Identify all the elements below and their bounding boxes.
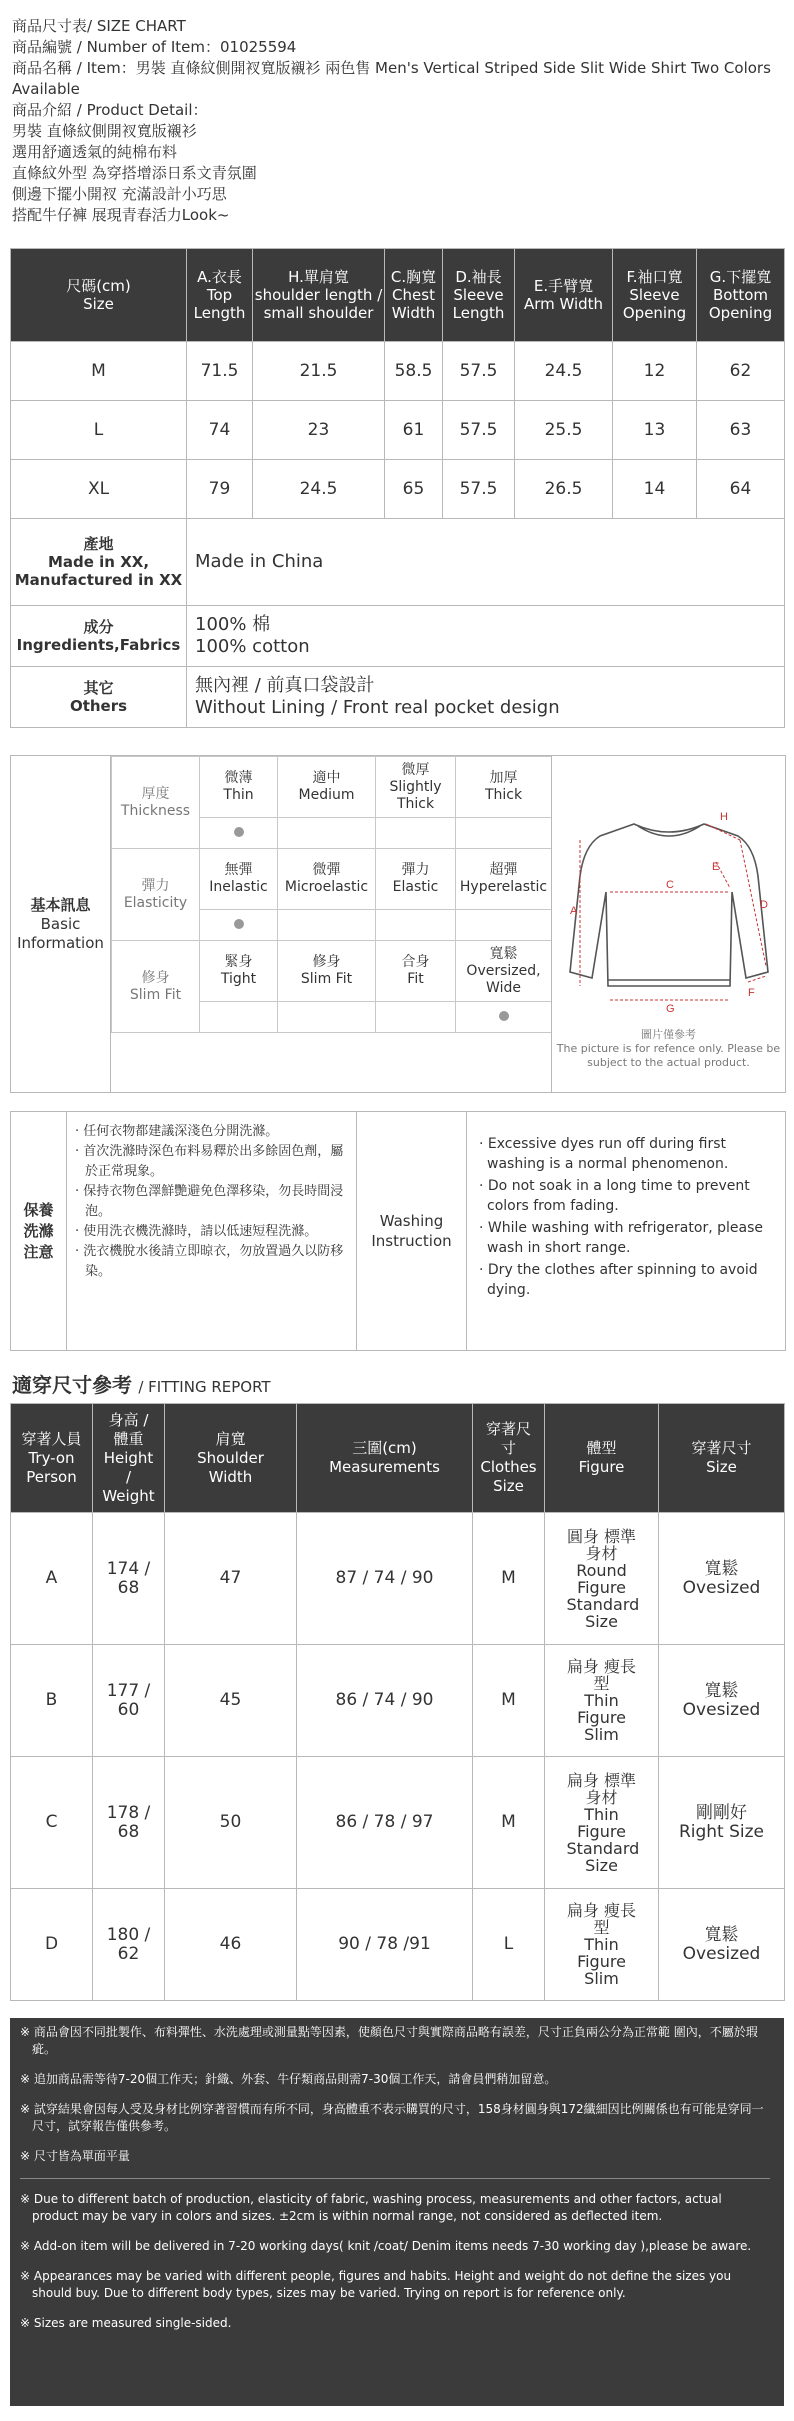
cell: 79: [187, 460, 253, 519]
indicator-cell: [376, 1002, 456, 1033]
cell: 14: [613, 460, 697, 519]
origin-row: [11, 519, 785, 606]
header-line: 搭配牛仔褲 展現青春活力Look~: [12, 206, 230, 224]
person: C: [11, 1757, 93, 1889]
list-item: · 使用洗衣機洗滌時，請以低速短程洗滌。: [75, 1224, 318, 1239]
indicator-cell: [200, 1002, 278, 1033]
cell: 57.5: [443, 401, 515, 460]
person: A: [11, 1513, 93, 1645]
fabric-label: 成分 Ingredients,Fabrics: [11, 606, 187, 667]
thickness-label: 厚度 Thickness: [112, 757, 200, 849]
option-inelastic: 無彈 Inelastic: [200, 849, 278, 910]
thickness-options-row: [112, 757, 552, 818]
table-row: [11, 460, 785, 519]
height-weight: 177 / 60: [93, 1645, 165, 1757]
basic-info-title: 基本訊息 Basic Information: [11, 756, 111, 1092]
header-line: 商品編號 / Number of Item：01025594: [12, 38, 297, 56]
clothes-size: L: [473, 1889, 545, 2001]
measurements: 87 / 74 / 90: [297, 1513, 473, 1645]
cell: 62: [697, 342, 785, 401]
option-fit: 合身 Fit: [376, 941, 456, 1002]
header-cell: 穿著尺寸 Clothes Size: [473, 1404, 545, 1513]
figure: 扁身 瘦長型 Thin Figure Slim: [545, 1889, 659, 2001]
clothes-size: M: [473, 1645, 545, 1757]
header-line: 商品介紹 / Product Detail：: [12, 101, 208, 119]
elasticity-options-row: [112, 849, 552, 910]
table-row: [11, 1757, 785, 1889]
cell: 57.5: [443, 342, 515, 401]
list-item: · While washing with refrigerator, please wash in short range.: [479, 1220, 763, 1256]
diagram-label: F: [748, 987, 755, 999]
diagram-label: G: [666, 1003, 675, 1015]
diagram-note: 圖片僅參考 The picture is for refence only. Please be subject to the actual product.: [556, 1028, 781, 1069]
header-cell: F.袖口寬 Sleeve Opening: [613, 249, 697, 342]
header-cell: C.胸寬 Chest Width: [385, 249, 443, 342]
diagram-label: E: [712, 861, 720, 873]
figure: 扁身 瘦長型 Thin Figure Slim: [545, 1645, 659, 1757]
notes-panel: [10, 2018, 784, 2406]
indicator-cell: [456, 818, 552, 849]
header-cell: 尺碼(cm) Size: [11, 249, 187, 342]
cell: 63: [697, 401, 785, 460]
wear-size: 寬鬆 Ovesized: [659, 1889, 785, 2001]
header-line: 商品尺寸表/ SIZE CHART: [12, 17, 186, 35]
fabric-row: [11, 606, 785, 667]
header-line: 選用舒適透氣的純棉布料: [12, 143, 178, 161]
list-item: · Do not soak in a long time to prevent colors from fading.: [479, 1178, 750, 1214]
others-row: [11, 667, 785, 728]
origin-value: Made in China: [187, 519, 785, 606]
option-hyperelastic: 超彈 Hyperelastic: [456, 849, 552, 910]
size-chart-header-row: [11, 249, 785, 342]
sweater-outline-icon: [562, 796, 776, 1016]
cell: 23: [253, 401, 385, 460]
header-cell: A.衣長 Top Length: [187, 249, 253, 342]
note-zh: ※ 追加商品需等待7-20個工作天；針織、外套、牛仔類商品則需7-30個工作天，請會員們稍加留意。: [20, 2072, 557, 2086]
note-zh: ※ 試穿結果會因每人受及身材比例穿著習慣而有所不同，身高體重不表示購買的尺寸，158身材圓身與172纖細因比例關係也有可能是穿同一尺寸，試穿報告僅供參考。: [20, 2102, 764, 2133]
indicator-cell: [200, 910, 278, 941]
indicator-cell: [456, 1002, 552, 1033]
product-header: [12, 16, 776, 226]
fit-options-row: [112, 941, 552, 1002]
wear-size: 剛剛好 Right Size: [659, 1757, 785, 1889]
header-line: 男裝 直條紋側開衩寬版襯衫: [12, 122, 197, 140]
header-cell: 穿著尺寸 Size: [659, 1404, 785, 1513]
indicator-cell: [278, 1002, 376, 1033]
note-en: ※ Sizes are measured single-sided.: [20, 2316, 232, 2330]
note-en: ※ Add-on item will be delivered in 7-20 working days( knit /coat/ Denim items needs 7-30 working day ),please be aware.: [20, 2239, 752, 2253]
header-cell: 穿著人員 Try-on Person: [11, 1404, 93, 1513]
shoulder: 46: [165, 1889, 297, 2001]
cell: 74: [187, 401, 253, 460]
table-row: [11, 342, 785, 401]
fitting-report-table: [10, 1403, 785, 2001]
attribute-grid: [111, 756, 551, 1092]
cell: 71.5: [187, 342, 253, 401]
cell: 13: [613, 401, 697, 460]
shoulder: 50: [165, 1757, 297, 1889]
header-line: 側邊下擺小開衩 充滿設計小巧思: [12, 185, 227, 203]
option-slim-fit: 修身 Slim Fit: [278, 941, 376, 1002]
indicator-cell: [456, 910, 552, 941]
indicator-cell: [200, 818, 278, 849]
washing-title-en: Washing Instruction: [357, 1112, 467, 1350]
measurements: 86 / 78 / 97: [297, 1757, 473, 1889]
list-item: · 保持衣物色澤鮮艷避免色澤移染，勿長時間浸泡。: [75, 1184, 344, 1219]
option-microelastic: 微彈 Microelastic: [278, 849, 376, 910]
washing-list-zh: [67, 1112, 357, 1350]
cell: 12: [613, 342, 697, 401]
table-row: [11, 1513, 785, 1645]
list-item: · Excessive dyes run off during first washing is a normal phenomenon.: [479, 1136, 729, 1172]
diagram-label: D: [760, 899, 768, 911]
washing-title-zh: 保養洗滌注意: [11, 1112, 67, 1350]
height-weight: 180 / 62: [93, 1889, 165, 2001]
wear-size: 寬鬆 Ovesized: [659, 1645, 785, 1757]
garment-diagram: [551, 756, 785, 1092]
person: D: [11, 1889, 93, 2001]
origin-label: 產地 Made in XX, Manufactured in XX: [11, 519, 187, 606]
clothes-size: M: [473, 1757, 545, 1889]
diagram-label: A: [570, 905, 578, 917]
note-zh: ※ 商品會因不同批製作、布料彈性、水洗處理或測量點等因素，使顏色尺寸與實際商品略有誤差，尺寸正負兩公分為正常範 圍內，不屬於瑕疵。: [20, 2025, 758, 2056]
header-cell: 肩寬 Shoulder Width: [165, 1404, 297, 1513]
list-item: · Dry the clothes after spinning to avoid dying.: [479, 1262, 758, 1298]
option-thin: 微薄 Thin: [200, 757, 278, 818]
note-en: ※ Due to different batch of production, elasticity of fabric, washing process, measurements and other factors, actual product may be vary in colors and sizes. ±2cm is within normal range, not considered as deflected item.: [20, 2192, 722, 2223]
selected-indicator-dot: [234, 827, 244, 837]
header-cell: 身高 / 體重 Height / Weight: [93, 1404, 165, 1513]
header-cell: G.下擺寬 Bottom Opening: [697, 249, 785, 342]
header-line: 直條紋外型 為穿搭增添日系文青氛圍: [12, 164, 257, 182]
note-zh: ※ 尺寸皆為單面平量: [20, 2149, 130, 2163]
cell: 64: [697, 460, 785, 519]
fit-label: 修身 Slim Fit: [112, 941, 200, 1033]
height-weight: 174 / 68: [93, 1513, 165, 1645]
fabric-value: 100% 棉 100% cotton: [187, 606, 785, 667]
size-label: L: [11, 401, 187, 460]
list-item: · 洗衣機脫水後請立即晾衣，勿放置過久以防移染。: [75, 1244, 344, 1279]
cell: 26.5: [515, 460, 613, 519]
option-slightly-thick: 微厚 Slightly Thick: [376, 757, 456, 818]
clothes-size: M: [473, 1513, 545, 1645]
size-chart-table: [10, 248, 785, 728]
table-row: [11, 1889, 785, 2001]
measurements: 90 / 78 /91: [297, 1889, 473, 2001]
option-tight: 緊身 Tight: [200, 941, 278, 1002]
cell: 57.5: [443, 460, 515, 519]
others-value: 無內裡 / 前真口袋設計 Without Lining / Front real pocket design: [187, 667, 785, 728]
cell: 21.5: [253, 342, 385, 401]
figure: 扁身 標準身材 Thin Figure Standard Size: [545, 1757, 659, 1889]
wear-size: 寬鬆 Ovesized: [659, 1513, 785, 1645]
others-label: 其它 Others: [11, 667, 187, 728]
indicator-cell: [376, 910, 456, 941]
selected-indicator-dot: [499, 1011, 509, 1021]
size-label: M: [11, 342, 187, 401]
elasticity-label: 彈力 Elasticity: [112, 849, 200, 941]
cell: 61: [385, 401, 443, 460]
basic-information: [10, 755, 786, 1093]
height-weight: 178 / 68: [93, 1757, 165, 1889]
diagram-label: C: [666, 879, 674, 891]
fitting-report-title: 適穿尺寸參考 / FITTING REPORT: [12, 1373, 271, 1397]
list-item: · 任何衣物都建議深淺色分開洗滌。: [75, 1124, 279, 1139]
size-label: XL: [11, 460, 187, 519]
list-item: · 首次洗滌時深色布料易釋於出多餘固色劑，屬於正常現象。: [75, 1144, 344, 1179]
option-elastic: 彈力 Elastic: [376, 849, 456, 910]
header-line: 商品名稱 / Item：男裝 直條紋側開衩寬版襯衫 兩色售 Men's Vertical Striped Side Slit Wide Shirt Two Colors Available: [12, 59, 776, 98]
measurements: 86 / 74 / 90: [297, 1645, 473, 1757]
option-oversized: 寬鬆 Oversized, Wide: [456, 941, 552, 1002]
option-medium: 適中 Medium: [278, 757, 376, 818]
diagram-label: H: [720, 811, 728, 823]
cell: 25.5: [515, 401, 613, 460]
option-thick: 加厚 Thick: [456, 757, 552, 818]
cell: 24.5: [515, 342, 613, 401]
shoulder: 45: [165, 1645, 297, 1757]
header-cell: D.袖長 Sleeve Length: [443, 249, 515, 342]
indicator-cell: [376, 818, 456, 849]
selected-indicator-dot: [234, 919, 244, 929]
divider: [20, 2178, 770, 2179]
header-cell: E.手臂寬 Arm Width: [515, 249, 613, 342]
indicator-cell: [278, 818, 376, 849]
table-row: [11, 1645, 785, 1757]
header-cell: H.單肩寬 shoulder length / small shoulder: [253, 249, 385, 342]
note-en: ※ Appearances may be varied with different people, figures and habits. Height and weight do not define the sizes you should buy. Due to different body types, sizes may be varied. Trying on report is for reference only.: [20, 2269, 732, 2300]
fitting-header-row: [11, 1404, 785, 1513]
table-row: [11, 401, 785, 460]
header-cell: 三圍(cm) Measurements: [297, 1404, 473, 1513]
washing-instructions: [10, 1111, 786, 1351]
cell: 24.5: [253, 460, 385, 519]
figure: 圓身 標準身材 Round Figure Standard Size: [545, 1513, 659, 1645]
shoulder: 47: [165, 1513, 297, 1645]
indicator-cell: [278, 910, 376, 941]
person: B: [11, 1645, 93, 1757]
cell: 65: [385, 460, 443, 519]
header-cell: 體型 Figure: [545, 1404, 659, 1513]
cell: 58.5: [385, 342, 443, 401]
washing-list-en: [467, 1112, 785, 1350]
